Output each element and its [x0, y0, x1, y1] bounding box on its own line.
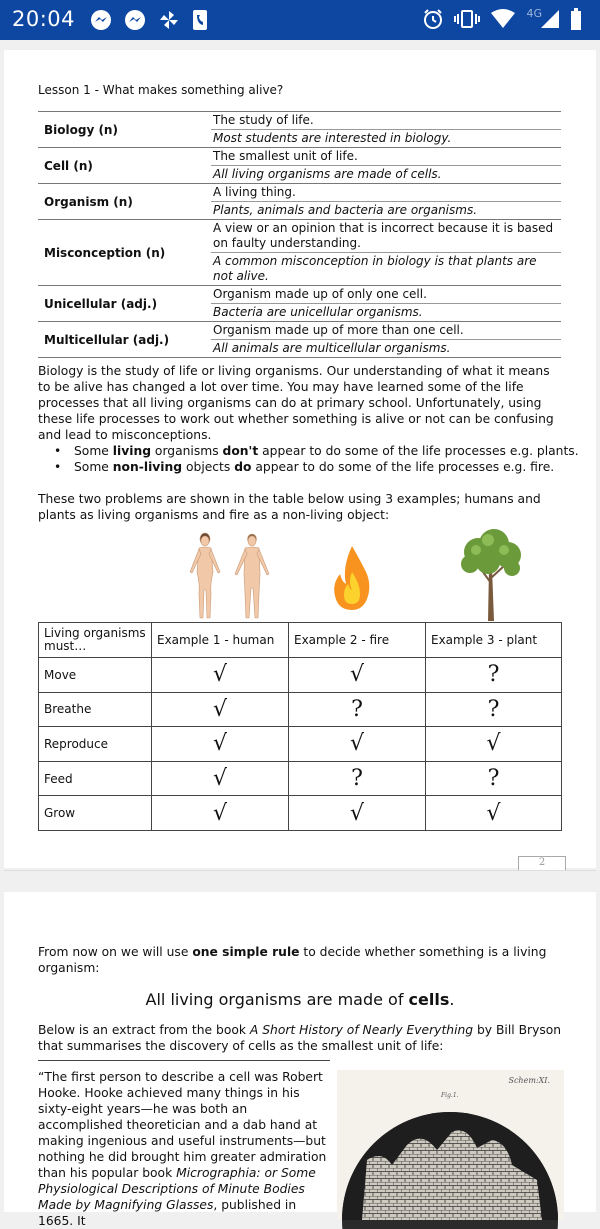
vibrate-icon	[454, 8, 480, 30]
simple-rule: All living organisms are made of cells.	[145, 990, 455, 1009]
vocab-definition: A living thing.	[211, 184, 561, 202]
table-row	[39, 727, 562, 762]
table-row	[39, 761, 562, 796]
column-header: Living organisms must…	[39, 623, 152, 658]
network-type: 4G	[526, 6, 542, 20]
vocab-row	[38, 148, 561, 184]
vocabulary-table	[38, 111, 561, 358]
lesson-title: Lesson 1 - What makes something alive?	[38, 83, 284, 97]
notification-icons	[90, 9, 208, 31]
vocab-term: Cell (n)	[44, 158, 93, 173]
vocab-example: All animals are multicellular organisms.	[213, 341, 451, 355]
row-label: Breathe	[39, 692, 152, 727]
vocab-row	[38, 184, 561, 220]
column-header: Example 3 - plant	[426, 623, 562, 658]
vocab-definition: Organism made up of more than one cell.	[211, 322, 561, 340]
table-cell: ?	[426, 658, 562, 693]
alarm-icon	[422, 8, 444, 30]
table-row	[39, 658, 562, 693]
vocab-term: Organism (n)	[44, 194, 133, 209]
table-cell: √	[152, 761, 289, 796]
hooke-cork-illustration	[337, 1070, 564, 1220]
table-cell: √	[152, 796, 289, 831]
page-number: 2	[518, 856, 566, 870]
tree-illustration	[458, 528, 524, 622]
vocab-example: A common misconception in biology is that plants are not alive.	[213, 254, 537, 283]
table-cell: √	[152, 727, 289, 762]
phone-app-icon	[192, 9, 208, 31]
table-cell: ?	[289, 692, 426, 727]
table-cell: √	[289, 658, 426, 693]
row-label: Grow	[39, 796, 152, 831]
messenger-icon-2	[124, 9, 146, 31]
table-cell: √	[289, 796, 426, 831]
table-cell: √	[426, 727, 562, 762]
extract-intro: Below is an extract from the book A Short History of Nearly Everything by Bill Bryson that summarises the discovery of cells as the smallest unit of life:	[38, 1023, 562, 1053]
vocab-term: Multicellular (adj.)	[44, 332, 170, 347]
messenger-icon	[90, 9, 112, 31]
figure-fig-label: Fig.1.	[441, 1092, 459, 1099]
table-cell: ?	[426, 761, 562, 796]
row-label: Reproduce	[39, 727, 152, 762]
table-cell: √	[426, 796, 562, 831]
life-processes-table	[38, 622, 562, 831]
bullet-item: • Some living organisms don't appear to do some of the life processes e.g. plants.	[54, 443, 579, 459]
vocab-row	[38, 220, 561, 286]
table-cell: √	[152, 692, 289, 727]
vocab-row	[38, 322, 561, 358]
row-label: Move	[39, 658, 152, 693]
wifi-icon	[490, 9, 516, 29]
vocab-term: Misconception (n)	[44, 245, 166, 260]
column-header: Example 2 - fire	[289, 623, 426, 658]
battery-icon	[570, 8, 582, 30]
humans-illustration	[180, 532, 280, 622]
status-bar	[0, 0, 600, 40]
row-label: Feed	[39, 761, 152, 796]
cell-signal-icon	[540, 9, 560, 29]
page-divider	[4, 870, 596, 871]
vocab-term: Biology (n)	[44, 122, 118, 137]
cork-cells-drawing	[337, 1070, 564, 1220]
vocab-term: Unicellular (adj.)	[44, 296, 158, 311]
table-cell: √	[152, 658, 289, 693]
vocab-example: Most students are interested in biology.	[213, 131, 452, 145]
system-icons	[422, 8, 582, 30]
bullet-item: • Some non-living objects do appear to do some of the life processes e.g. fire.	[54, 459, 579, 475]
bryson-quote: “The first person to describe a cell was Robert Hooke. Hooke achieved many things in his sixty-eight years—he was both an accomplished theoretician and a dab hand at making ingenious and useful instruments—but nothing he did brought him greater admiration than his popular book Micrographia: or Some Physiological Descriptions of Minute Bodies Made by Magnifying Glasses, published in 1665. It	[38, 1060, 330, 1229]
vocab-row	[38, 112, 561, 148]
bullet-list	[54, 443, 579, 475]
vocab-definition: A view or an opinion that is incorrect because it is based on faulty understanding.	[211, 220, 561, 253]
figure-schem-label: Schem:XI.	[508, 1076, 550, 1085]
vocab-definition: Organism made up of only one cell.	[211, 286, 561, 304]
table-cell: ?	[426, 692, 562, 727]
vocab-example: Plants, animals and bacteria are organisms.	[213, 203, 478, 217]
vocab-definition: The smallest unit of life.	[211, 148, 561, 166]
vocab-example: Bacteria are unicellular organisms.	[213, 305, 423, 319]
status-time: 20:04	[12, 7, 76, 31]
fire-illustration	[330, 544, 374, 612]
examples-paragraph: These two problems are shown in the table below using 3 examples; humans and plants as living organisms and fire as a non-living object:	[38, 492, 541, 522]
table-row	[39, 692, 562, 727]
pinwheel-icon	[158, 9, 180, 31]
rule-intro: From now on we will use one simple rule to decide whether something is a living organism:	[38, 945, 547, 975]
document-page-1	[4, 50, 596, 868]
table-cell: √	[289, 727, 426, 762]
column-header: Example 1 - human	[152, 623, 289, 658]
document-page-2	[4, 892, 596, 1228]
table-cell: ?	[289, 761, 426, 796]
vocab-example: All living organisms are made of cells.	[213, 167, 442, 181]
intro-paragraph: Biology is the study of life or living organisms. Our understanding of what it means to be alive has changed a lot over time. You may have learned some of the life processes that all living organisms can do at primary school. Unfortunately, using these life processes to work out whether something is alive or not can be confusing and lead to misconceptions.	[38, 364, 554, 442]
table-header-row	[39, 623, 562, 658]
vocab-row	[38, 286, 561, 322]
table-row	[39, 796, 562, 831]
vocab-definition: The study of life.	[211, 112, 561, 130]
